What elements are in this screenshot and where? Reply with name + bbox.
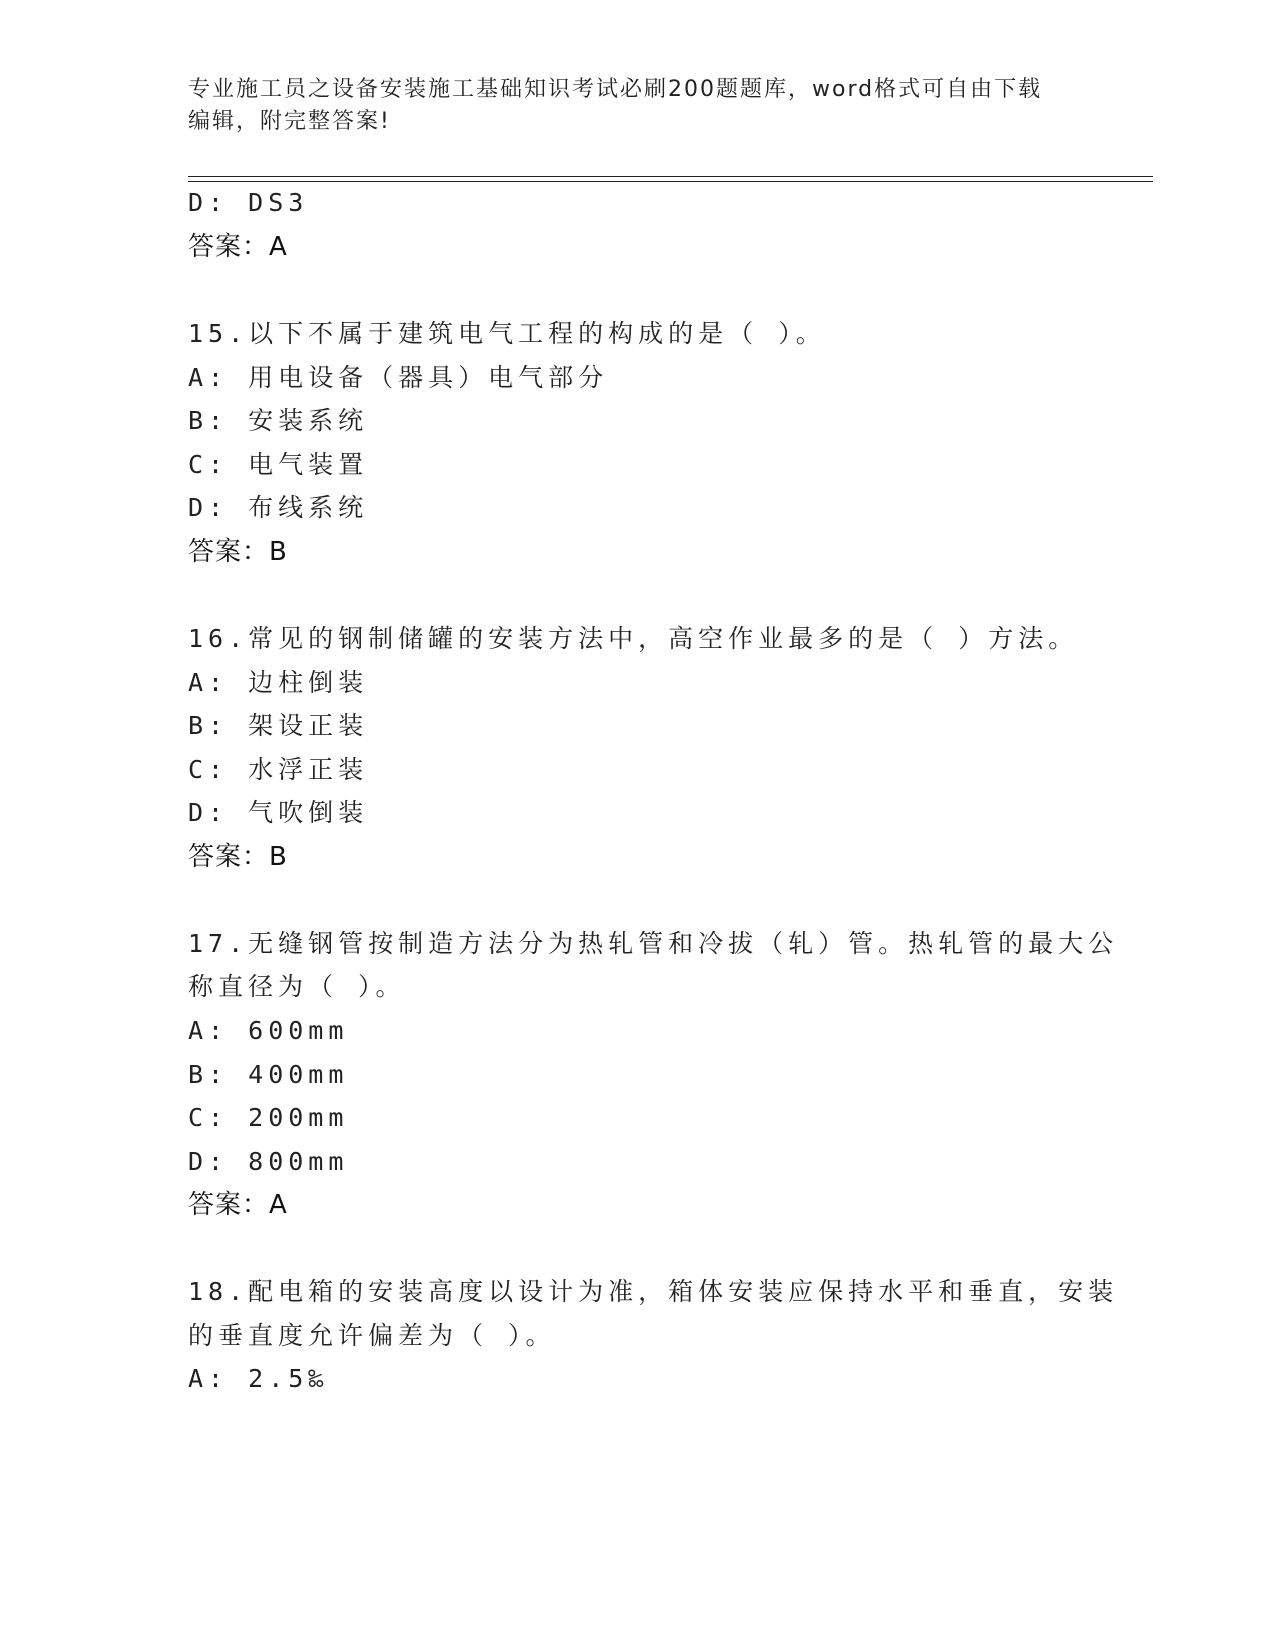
question-16-option-d: D: 气吹倒装 (188, 798, 369, 827)
question-16-option-a: A: 边柱倒装 (188, 668, 369, 697)
question-15-stem: 15.以下不属于建筑电气工程的构成的是（ ）。 (188, 319, 826, 348)
question-15-answer: 答案：B (188, 537, 288, 567)
option-d: D: DS3 (188, 188, 309, 217)
question-17-stem-line-1: 17.无缝钢管按制造方法分为热轧管和冷拔（轧）管。热轧管的最大公 (188, 929, 1119, 958)
header-line-1: 专业施工员之设备安装施工基础知识考试必刷200题题库，word格式可自由下载 (188, 77, 1043, 102)
question-16-answer: 答案：B (188, 842, 288, 872)
question-17-answer: 答案：A (188, 1190, 288, 1220)
question-15-option-c: C: 电气装置 (188, 450, 369, 479)
question-17-stem-line-2: 称直径为（ ）。 (188, 972, 406, 1001)
question-16-option-b: B: 架设正装 (188, 711, 369, 740)
header-divider-bottom (188, 181, 1153, 182)
question-17-option-d: D: 800mm (188, 1147, 349, 1176)
question-16-stem: 16.常见的钢制储罐的安装方法中，高空作业最多的是（ ）方法。 (188, 624, 1079, 653)
answer-label: 答案：A (188, 232, 288, 262)
document-header (188, 74, 1088, 138)
question-15-option-a: A: 用电设备（器具）电气部分 (188, 363, 609, 392)
question-18-stem-line-1: 18.配电箱的安装高度以设计为准，箱体安装应保持水平和垂直，安装 (188, 1277, 1119, 1306)
header-line-2: 编辑，附完整答案! (188, 109, 391, 134)
question-17-option-c: C: 200mm (188, 1103, 349, 1132)
question-18-option-a: A: 2.5‰ (188, 1364, 329, 1393)
question-16-option-c: C: 水浮正装 (188, 755, 369, 784)
question-15-option-d: D: 布线系统 (188, 493, 369, 522)
header-divider-top (188, 176, 1153, 177)
question-17-option-a: A: 600mm (188, 1016, 349, 1045)
question-17-option-b: B: 400mm (188, 1060, 349, 1089)
question-15-option-b: B: 安装系统 (188, 406, 369, 435)
question-18-stem-line-2: 的垂直度允许偏差为（ ）。 (188, 1321, 556, 1350)
